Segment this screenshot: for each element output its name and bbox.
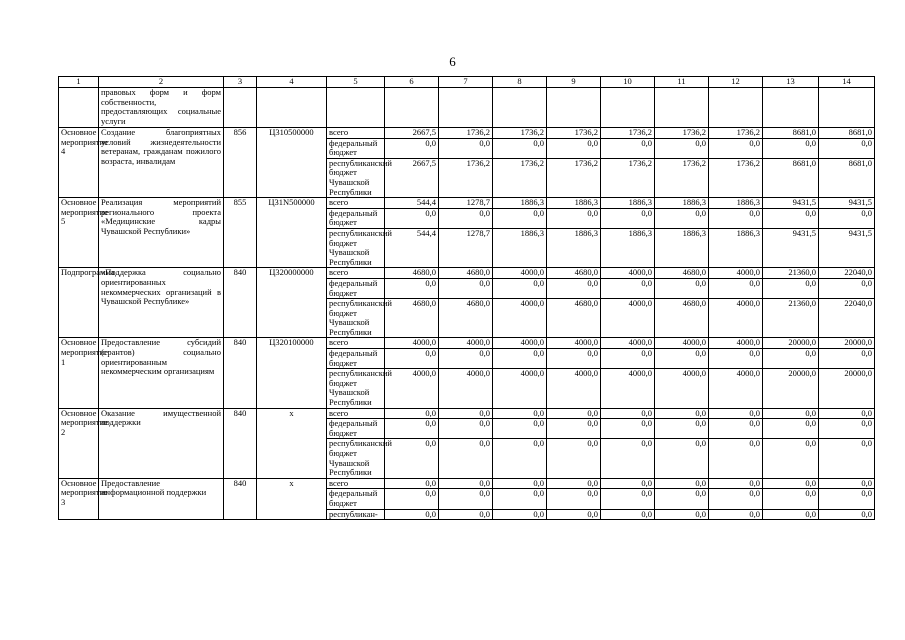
column-header-7: 7 [439, 77, 493, 88]
block-name: Предоставление информационной поддержки [99, 478, 224, 519]
value-cell: 1736,2 [493, 158, 547, 197]
funding-source: федеральный бюджет [327, 208, 385, 228]
value-cell: 20000,0 [819, 338, 875, 349]
value-cell: 0,0 [493, 419, 547, 439]
funding-source: республиканский бюджет Чувашской Республики [327, 228, 385, 267]
value-cell: 0,0 [709, 439, 763, 478]
value-cell: 0,0 [601, 408, 655, 419]
value-cell: 0,0 [601, 138, 655, 158]
value-cell: 0,0 [819, 408, 875, 419]
value-cell: 0,0 [763, 138, 819, 158]
empty-cell [439, 88, 493, 128]
value-cell: 0,0 [763, 349, 819, 369]
value-cell: 4000,0 [655, 338, 709, 349]
column-header-3: 3 [224, 77, 257, 88]
value-cell: 1736,2 [439, 128, 493, 139]
value-cell: 0,0 [547, 138, 601, 158]
value-cell: 544,4 [385, 228, 439, 267]
value-cell: 1886,3 [709, 228, 763, 267]
block-name: Предоставление субсидий (грантов) социально ориентированным некоммерческим организациям [99, 338, 224, 408]
empty-cell [327, 88, 385, 128]
block-label: Подпрограмма [59, 268, 99, 338]
value-cell: 0,0 [819, 138, 875, 158]
value-cell: 4000,0 [709, 369, 763, 408]
value-cell: 20000,0 [763, 369, 819, 408]
value-cell: 4000,0 [439, 369, 493, 408]
value-cell: 0,0 [439, 278, 493, 298]
value-cell: 544,4 [385, 198, 439, 209]
value-cell: 0,0 [819, 509, 875, 520]
value-cell: 0,0 [709, 349, 763, 369]
block-grbs: 840 [224, 268, 257, 338]
block-code: х [257, 478, 327, 519]
column-header-12: 12 [709, 77, 763, 88]
funding-source: всего [327, 198, 385, 209]
value-cell: 0,0 [709, 478, 763, 489]
funding-source: федеральный бюджет [327, 419, 385, 439]
block-code: Ц31N500000 [257, 198, 327, 268]
column-header-9: 9 [547, 77, 601, 88]
value-cell: 0,0 [439, 489, 493, 509]
value-cell: 0,0 [439, 208, 493, 228]
value-cell: 0,0 [709, 138, 763, 158]
value-cell: 1886,3 [547, 198, 601, 209]
value-cell: 0,0 [819, 278, 875, 298]
block-code: Ц310500000 [257, 128, 327, 198]
value-cell: 9431,5 [763, 228, 819, 267]
empty-cell [59, 88, 99, 128]
empty-cell [709, 88, 763, 128]
block-label: Основное мероприятие 2 [59, 408, 99, 478]
column-header-1: 1 [59, 77, 99, 88]
value-cell: 0,0 [547, 509, 601, 520]
value-cell: 1736,2 [547, 158, 601, 197]
empty-cell [819, 88, 875, 128]
value-cell: 0,0 [547, 349, 601, 369]
empty-cell [224, 88, 257, 128]
column-header-14: 14 [819, 77, 875, 88]
value-cell: 0,0 [547, 478, 601, 489]
value-cell: 0,0 [439, 439, 493, 478]
value-cell: 0,0 [547, 408, 601, 419]
value-cell: 0,0 [385, 138, 439, 158]
value-cell: 4000,0 [385, 369, 439, 408]
value-cell: 0,0 [385, 408, 439, 419]
funding-source: всего [327, 338, 385, 349]
funding-source: республиканский бюджет Чувашской Республики [327, 158, 385, 197]
value-cell: 0,0 [493, 509, 547, 520]
value-cell: 0,0 [709, 408, 763, 419]
value-cell: 0,0 [763, 208, 819, 228]
value-cell: 2667,5 [385, 158, 439, 197]
funding-source: федеральный бюджет [327, 138, 385, 158]
block-grbs: 856 [224, 128, 257, 198]
value-cell: 1886,3 [601, 228, 655, 267]
value-cell: 8681,0 [819, 128, 875, 139]
value-cell: 0,0 [385, 278, 439, 298]
value-cell: 0,0 [819, 478, 875, 489]
value-cell: 0,0 [601, 349, 655, 369]
value-cell: 0,0 [385, 349, 439, 369]
value-cell: 4000,0 [547, 369, 601, 408]
block-label: Основное мероприятие 1 [59, 338, 99, 408]
header-row [59, 77, 875, 88]
value-cell: 0,0 [655, 408, 709, 419]
value-cell: 9431,5 [819, 228, 875, 267]
block-code: Ц320100000 [257, 338, 327, 408]
column-header-10: 10 [601, 77, 655, 88]
value-cell: 0,0 [655, 349, 709, 369]
value-cell: 0,0 [819, 489, 875, 509]
column-header-2: 2 [99, 77, 224, 88]
value-cell: 0,0 [709, 509, 763, 520]
value-cell: 0,0 [709, 419, 763, 439]
value-cell: 1736,2 [655, 158, 709, 197]
value-cell: 4000,0 [493, 268, 547, 279]
table-row [59, 198, 875, 209]
table-row [59, 268, 875, 279]
continuation-text: правовых форм и форм собственности, предоставляющих социальные услуги [99, 88, 224, 128]
table-row [59, 478, 875, 489]
value-cell: 0,0 [547, 419, 601, 439]
value-cell: 0,0 [439, 408, 493, 419]
value-cell: 4680,0 [385, 268, 439, 279]
table-row [59, 338, 875, 349]
value-cell: 0,0 [763, 439, 819, 478]
value-cell: 4680,0 [547, 268, 601, 279]
value-cell: 0,0 [493, 439, 547, 478]
value-cell: 0,0 [655, 208, 709, 228]
value-cell: 1736,2 [709, 128, 763, 139]
value-cell: 0,0 [655, 509, 709, 520]
continuation-row [59, 88, 875, 128]
value-cell: 4000,0 [493, 338, 547, 349]
value-cell: 4000,0 [601, 338, 655, 349]
value-cell: 1278,7 [439, 198, 493, 209]
value-cell: 0,0 [819, 208, 875, 228]
block-grbs: 840 [224, 478, 257, 519]
column-header-8: 8 [493, 77, 547, 88]
value-cell: 21360,0 [763, 299, 819, 338]
value-cell: 0,0 [439, 349, 493, 369]
value-cell: 4680,0 [385, 299, 439, 338]
value-cell: 0,0 [709, 489, 763, 509]
funding-source: федеральный бюджет [327, 278, 385, 298]
value-cell: 0,0 [655, 439, 709, 478]
budget-table [58, 76, 875, 520]
value-cell: 0,0 [601, 478, 655, 489]
value-cell: 4000,0 [385, 338, 439, 349]
value-cell: 0,0 [655, 138, 709, 158]
value-cell: 0,0 [385, 208, 439, 228]
value-cell: 0,0 [763, 489, 819, 509]
block-label: Основное мероприятие 4 [59, 128, 99, 198]
value-cell: 4680,0 [655, 299, 709, 338]
value-cell: 1886,3 [655, 198, 709, 209]
value-cell: 1886,3 [655, 228, 709, 267]
value-cell: 0,0 [709, 278, 763, 298]
column-header-4: 4 [257, 77, 327, 88]
block-grbs: 855 [224, 198, 257, 268]
value-cell: 1886,3 [493, 228, 547, 267]
value-cell: 1736,2 [493, 128, 547, 139]
value-cell: 4680,0 [439, 299, 493, 338]
block-label: Основное мероприятие 3 [59, 478, 99, 519]
funding-source: республикан- [327, 509, 385, 520]
value-cell: 20000,0 [763, 338, 819, 349]
value-cell: 0,0 [385, 489, 439, 509]
funding-source: республиканский бюджет Чувашской Республики [327, 439, 385, 478]
value-cell: 0,0 [601, 489, 655, 509]
block-label: Основное мероприятие 5 [59, 198, 99, 268]
value-cell: 0,0 [763, 509, 819, 520]
value-cell: 0,0 [655, 478, 709, 489]
value-cell: 0,0 [493, 208, 547, 228]
value-cell: 8681,0 [763, 158, 819, 197]
column-header-11: 11 [655, 77, 709, 88]
empty-cell [655, 88, 709, 128]
value-cell: 4000,0 [493, 299, 547, 338]
value-cell: 4000,0 [439, 338, 493, 349]
funding-source: федеральный бюджет [327, 489, 385, 509]
value-cell: 0,0 [385, 439, 439, 478]
value-cell: 22040,0 [819, 268, 875, 279]
value-cell: 1278,7 [439, 228, 493, 267]
value-cell: 0,0 [819, 349, 875, 369]
value-cell: 4000,0 [709, 299, 763, 338]
value-cell: 1886,3 [601, 198, 655, 209]
empty-cell [601, 88, 655, 128]
value-cell: 1886,3 [547, 228, 601, 267]
value-cell: 4000,0 [601, 299, 655, 338]
value-cell: 4000,0 [601, 369, 655, 408]
value-cell: 4680,0 [547, 299, 601, 338]
funding-source: республиканский бюджет Чувашской Республики [327, 369, 385, 408]
block-grbs: 840 [224, 408, 257, 478]
block-code: х [257, 408, 327, 478]
funding-source: федеральный бюджет [327, 349, 385, 369]
empty-cell [493, 88, 547, 128]
funding-source: республиканский бюджет Чувашской Республики [327, 299, 385, 338]
value-cell: 0,0 [601, 278, 655, 298]
empty-cell [257, 88, 327, 128]
value-cell: 0,0 [385, 478, 439, 489]
value-cell: 0,0 [493, 408, 547, 419]
value-cell: 0,0 [493, 489, 547, 509]
value-cell: 1736,2 [601, 128, 655, 139]
block-name: «Поддержка социально ориентированных некоммерческих организаций в Чувашской Республике» [99, 268, 224, 338]
value-cell: 21360,0 [763, 268, 819, 279]
value-cell: 4000,0 [601, 268, 655, 279]
value-cell: 1736,2 [709, 158, 763, 197]
value-cell: 0,0 [709, 208, 763, 228]
value-cell: 20000,0 [819, 369, 875, 408]
value-cell: 22040,0 [819, 299, 875, 338]
value-cell: 0,0 [493, 478, 547, 489]
funding-source: всего [327, 408, 385, 419]
table-row [59, 128, 875, 139]
value-cell: 0,0 [493, 138, 547, 158]
table-row [59, 408, 875, 419]
column-header-13: 13 [763, 77, 819, 88]
value-cell: 0,0 [655, 489, 709, 509]
value-cell: 0,0 [439, 478, 493, 489]
value-cell: 4000,0 [709, 268, 763, 279]
column-header-6: 6 [385, 77, 439, 88]
value-cell: 0,0 [655, 419, 709, 439]
value-cell: 0,0 [601, 509, 655, 520]
value-cell: 8681,0 [819, 158, 875, 197]
value-cell: 8681,0 [763, 128, 819, 139]
value-cell: 0,0 [493, 278, 547, 298]
value-cell: 4000,0 [709, 338, 763, 349]
value-cell: 0,0 [763, 419, 819, 439]
value-cell: 4000,0 [655, 369, 709, 408]
value-cell: 0,0 [439, 419, 493, 439]
value-cell: 4680,0 [439, 268, 493, 279]
block-name: Реализация мероприятий регионального проекта «Медицинские кадры Чувашской Республики» [99, 198, 224, 268]
value-cell: 0,0 [819, 419, 875, 439]
value-cell: 0,0 [547, 278, 601, 298]
funding-source: всего [327, 268, 385, 279]
value-cell: 0,0 [547, 489, 601, 509]
value-cell: 9431,5 [763, 198, 819, 209]
empty-cell [385, 88, 439, 128]
block-name: Оказание имущественной поддержки [99, 408, 224, 478]
block-code: Ц320000000 [257, 268, 327, 338]
value-cell: 0,0 [385, 419, 439, 439]
empty-cell [763, 88, 819, 128]
value-cell: 0,0 [763, 278, 819, 298]
value-cell: 4680,0 [655, 268, 709, 279]
value-cell: 0,0 [601, 419, 655, 439]
value-cell: 0,0 [819, 439, 875, 478]
value-cell: 0,0 [547, 439, 601, 478]
value-cell: 0,0 [385, 509, 439, 520]
value-cell: 4000,0 [547, 338, 601, 349]
block-name: Создание благоприятных условий жизнедеятельности ветеранам, гражданам пожилого возраста, инвалидам [99, 128, 224, 198]
value-cell: 2667,5 [385, 128, 439, 139]
value-cell: 4000,0 [493, 369, 547, 408]
value-cell: 1736,2 [655, 128, 709, 139]
value-cell: 0,0 [439, 509, 493, 520]
value-cell: 1886,3 [493, 198, 547, 209]
value-cell: 1736,2 [601, 158, 655, 197]
value-cell: 0,0 [493, 349, 547, 369]
block-grbs: 840 [224, 338, 257, 408]
page-number: 6 [449, 54, 456, 69]
column-header-5: 5 [327, 77, 385, 88]
value-cell: 0,0 [655, 278, 709, 298]
value-cell: 9431,5 [819, 198, 875, 209]
funding-source: всего [327, 478, 385, 489]
value-cell: 0,0 [439, 138, 493, 158]
empty-cell [547, 88, 601, 128]
value-cell: 1736,2 [439, 158, 493, 197]
value-cell: 0,0 [763, 408, 819, 419]
funding-source: всего [327, 128, 385, 139]
value-cell: 0,0 [763, 478, 819, 489]
value-cell: 1886,3 [709, 198, 763, 209]
value-cell: 0,0 [601, 208, 655, 228]
value-cell: 0,0 [601, 439, 655, 478]
value-cell: 1736,2 [547, 128, 601, 139]
value-cell: 0,0 [547, 208, 601, 228]
